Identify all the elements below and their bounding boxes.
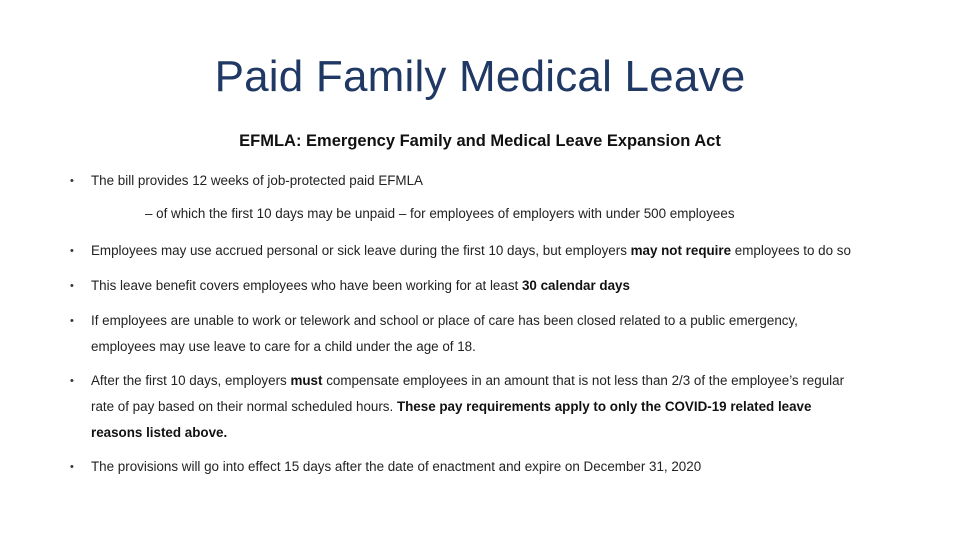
bullet-2-text: Employees may use accrued personal or sick leave during the first 10 days, but employers — [91, 243, 631, 258]
bullet-4-text-line-1: If employees are unable to work or telework and school or place of care has been closed related to a public emergency, — [91, 313, 798, 328]
bullet-3-text: This leave benefit covers employees who have been working for at least — [91, 278, 522, 293]
bullet-item-6 — [70, 458, 900, 476]
bullet-1-text: The bill provides 12 weeks of job-protected paid EFMLA — [91, 173, 423, 188]
bullet-4-text-line-2: employees may use leave to care for a child under the age of 18. — [91, 339, 476, 354]
bullet-1-sub-note: – of which the first 10 days may be unpaid – for employees of employers with under 500 employees — [145, 206, 735, 221]
bullet-item-1 — [70, 172, 900, 190]
bullet-dot-icon: • — [70, 375, 74, 387]
bullet-dot-icon: • — [70, 280, 74, 292]
bullet-5-emphasis: must — [290, 373, 323, 388]
bullet-item-5 — [70, 372, 900, 446]
bullet-dot-icon: • — [70, 315, 74, 327]
bullet-5-text: After the first 10 days, employers — [91, 373, 291, 388]
bullet-2-text-end: employees to do so — [731, 243, 851, 258]
slide-subtitle: EFMLA: Emergency Family and Medical Leave Expansion Act — [239, 132, 721, 150]
bullet-2-emphasis: may not require — [630, 243, 732, 258]
bullet-dot-icon: • — [70, 175, 74, 187]
bullet-5-emphasis-line-3: reasons listed above. — [91, 425, 228, 440]
bullet-item-4 — [70, 312, 900, 360]
bullet-dot-icon: • — [70, 245, 74, 257]
bullet-3-emphasis: 30 calendar days — [521, 278, 630, 293]
bullet-6-text: The provisions will go into effect 15 days after the date of enactment and expire on December 31, 2020 — [91, 459, 702, 474]
bullet-item-2 — [70, 242, 950, 260]
bullet-5-text-cont: compensate employees in an amount that is not less than 2/3 of the employee’s regular — [322, 373, 845, 388]
bullet-dot-icon: • — [70, 461, 74, 473]
bullet-5-text-line-2: rate of pay based on their normal scheduled hours. — [91, 399, 397, 414]
bullet-item-3 — [70, 277, 900, 295]
bullet-5-emphasis-line-2: These pay requirements apply to only the COVID-19 related leave — [396, 399, 812, 414]
slide-title: Paid Family Medical Leave — [214, 52, 746, 101]
